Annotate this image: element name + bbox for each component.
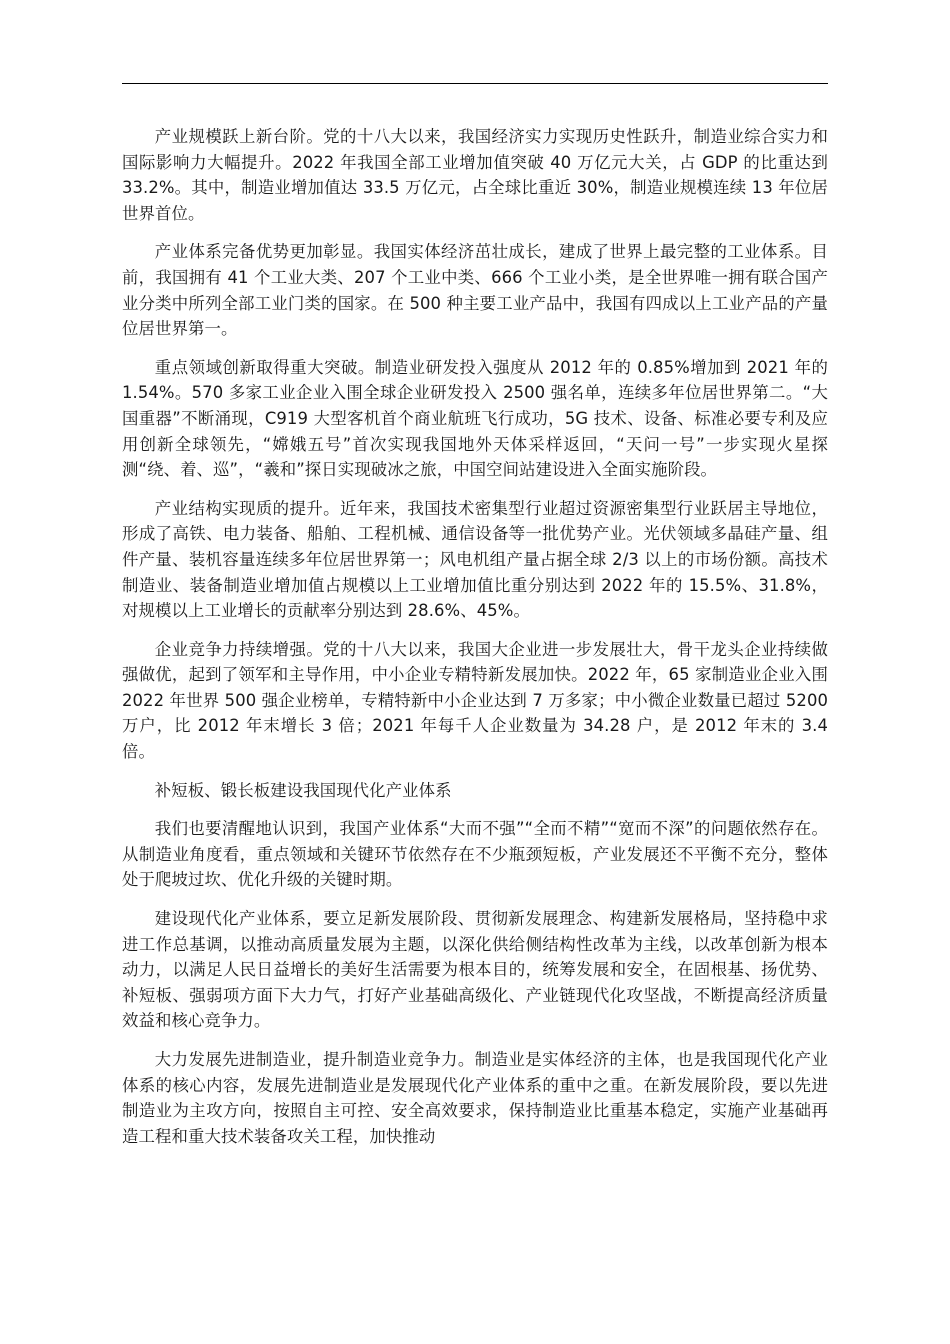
section-heading: 补短板、锻长板建设我国现代化产业体系	[154, 780, 452, 800]
paragraph-modern-system: 建设现代化产业体系，要立足新发展阶段、贯彻新发展理念、构建新发展格局，坚持稳中求进工作总基调，以推动高质量发展为主题，以深化供给侧结构性改革为主线，以改革创新为根本动力，以满足人民日益增长的美好生活需要为根本目的，统筹发展和安全，在固根基、扬优势、补短板、强弱项方面下大力气，打好产业基础高级化、产业链现代化攻坚战，不断提高经济质量效益和核心竞争力。	[122, 909, 828, 1031]
document-body	[122, 124, 828, 1162]
paragraph-industrial-system: 产业体系完备优势更加彰显。我国实体经济茁壮成长，建成了世界上最完整的工业体系。目前，我国拥有 41 个工业大类、207 个工业中类、666 个工业小类，是全世界唯一拥有联合国产业分类中所列全部工业门类的国家。在 500 种主要工业产品中，我国有四成以上工业产品的产量位居世界第一。	[122, 242, 828, 339]
paragraph-industry-scale: 产业规模跃上新台阶。党的十八大以来，我国经济实力实现历史性跃升，制造业综合实力和国际影响力大幅提升。2022 年我国全部工业增加值突破 40 万亿元大关，占 GDP 的比重达到 33.2%。其中，制造业增加值达 33.5 万亿元，占全球比重近 30%，制造业规模连续 13 年位居世界首位。	[122, 127, 828, 223]
paragraph-weaknesses: 我们也要清醒地认识到，我国产业体系“大而不强”“全而不精”“宽而不深”的问题依然存在。从制造业角度看，重点领域和关键环节依然存在不少瓶颈短板，产业发展还不平衡不充分，整体处于爬坡过坎、优化升级的关键时期。	[122, 819, 828, 890]
paragraph-enterprise-competitiveness: 企业竞争力持续增强。党的十八大以来，我国大企业进一步发展壮大，骨干龙头企业持续做强做优，起到了领军和主导作用，中小企业专精特新发展加快。2022 年，65 家制造业企业入围 2022 年世界 500 强企业榜单，专精特新中小企业达到 7 万多家；中小微企业数量已超过 5200 万户，比 2012 年末增长 3 倍；2021 年每千人企业数量为 34.28 户，是 2012 年末的 3.4 倍。	[122, 639, 828, 762]
paragraph-advanced-manufacturing: 大力发展先进制造业，提升制造业竞争力。制造业是实体经济的主体，也是我国现代化产业体系的核心内容，发展先进制造业是发展现代化产业体系的重中之重。在新发展阶段，要以先进制造业为主攻方向，按照自主可控、安全高效要求，保持制造业比重基本稳定，实施产业基础再造工程和重大技术装备攻关工程，加快推动	[122, 1050, 828, 1146]
header-rule	[122, 83, 828, 84]
paragraph-industry-structure: 产业结构实现质的提升。近年来，我国技术密集型行业超过资源密集型行业跃居主导地位，形成了高铁、电力装备、船舶、工程机械、通信设备等一批优势产业。光伏领域多晶硅产量、组件产量、装机容量连续多年位居世界第一；风电机组产量占据全球 2/3 以上的市场份额。高技术制造业、装备制造业增加值占规模以上工业增加值比重分别达到 2022 年的 15.5%、31.8%，对规模以上工业增长的贡献率分别达到 28.6%、45%。	[122, 498, 828, 621]
paragraph-innovation: 重点领域创新取得重大突破。制造业研发投入强度从 2012 年的 0.85%增加到 2021 年的 1.54%。570 多家工业企业入围全球企业研发投入 2500 强名单，连续多年位居世界第二。“大国重器”不断涌现，C919 大型客机首个商业航班飞行成功，5G 技术、设备、标准必要专利及应用创新全球领先，“嫦娥五号”首次实现我国地外天体采样返回，“天问一号”一步实现火星探测“绕、着、巡”，“羲和”探日实现破冰之旅，中国空间站建设进入全面实施阶段。	[122, 357, 828, 480]
